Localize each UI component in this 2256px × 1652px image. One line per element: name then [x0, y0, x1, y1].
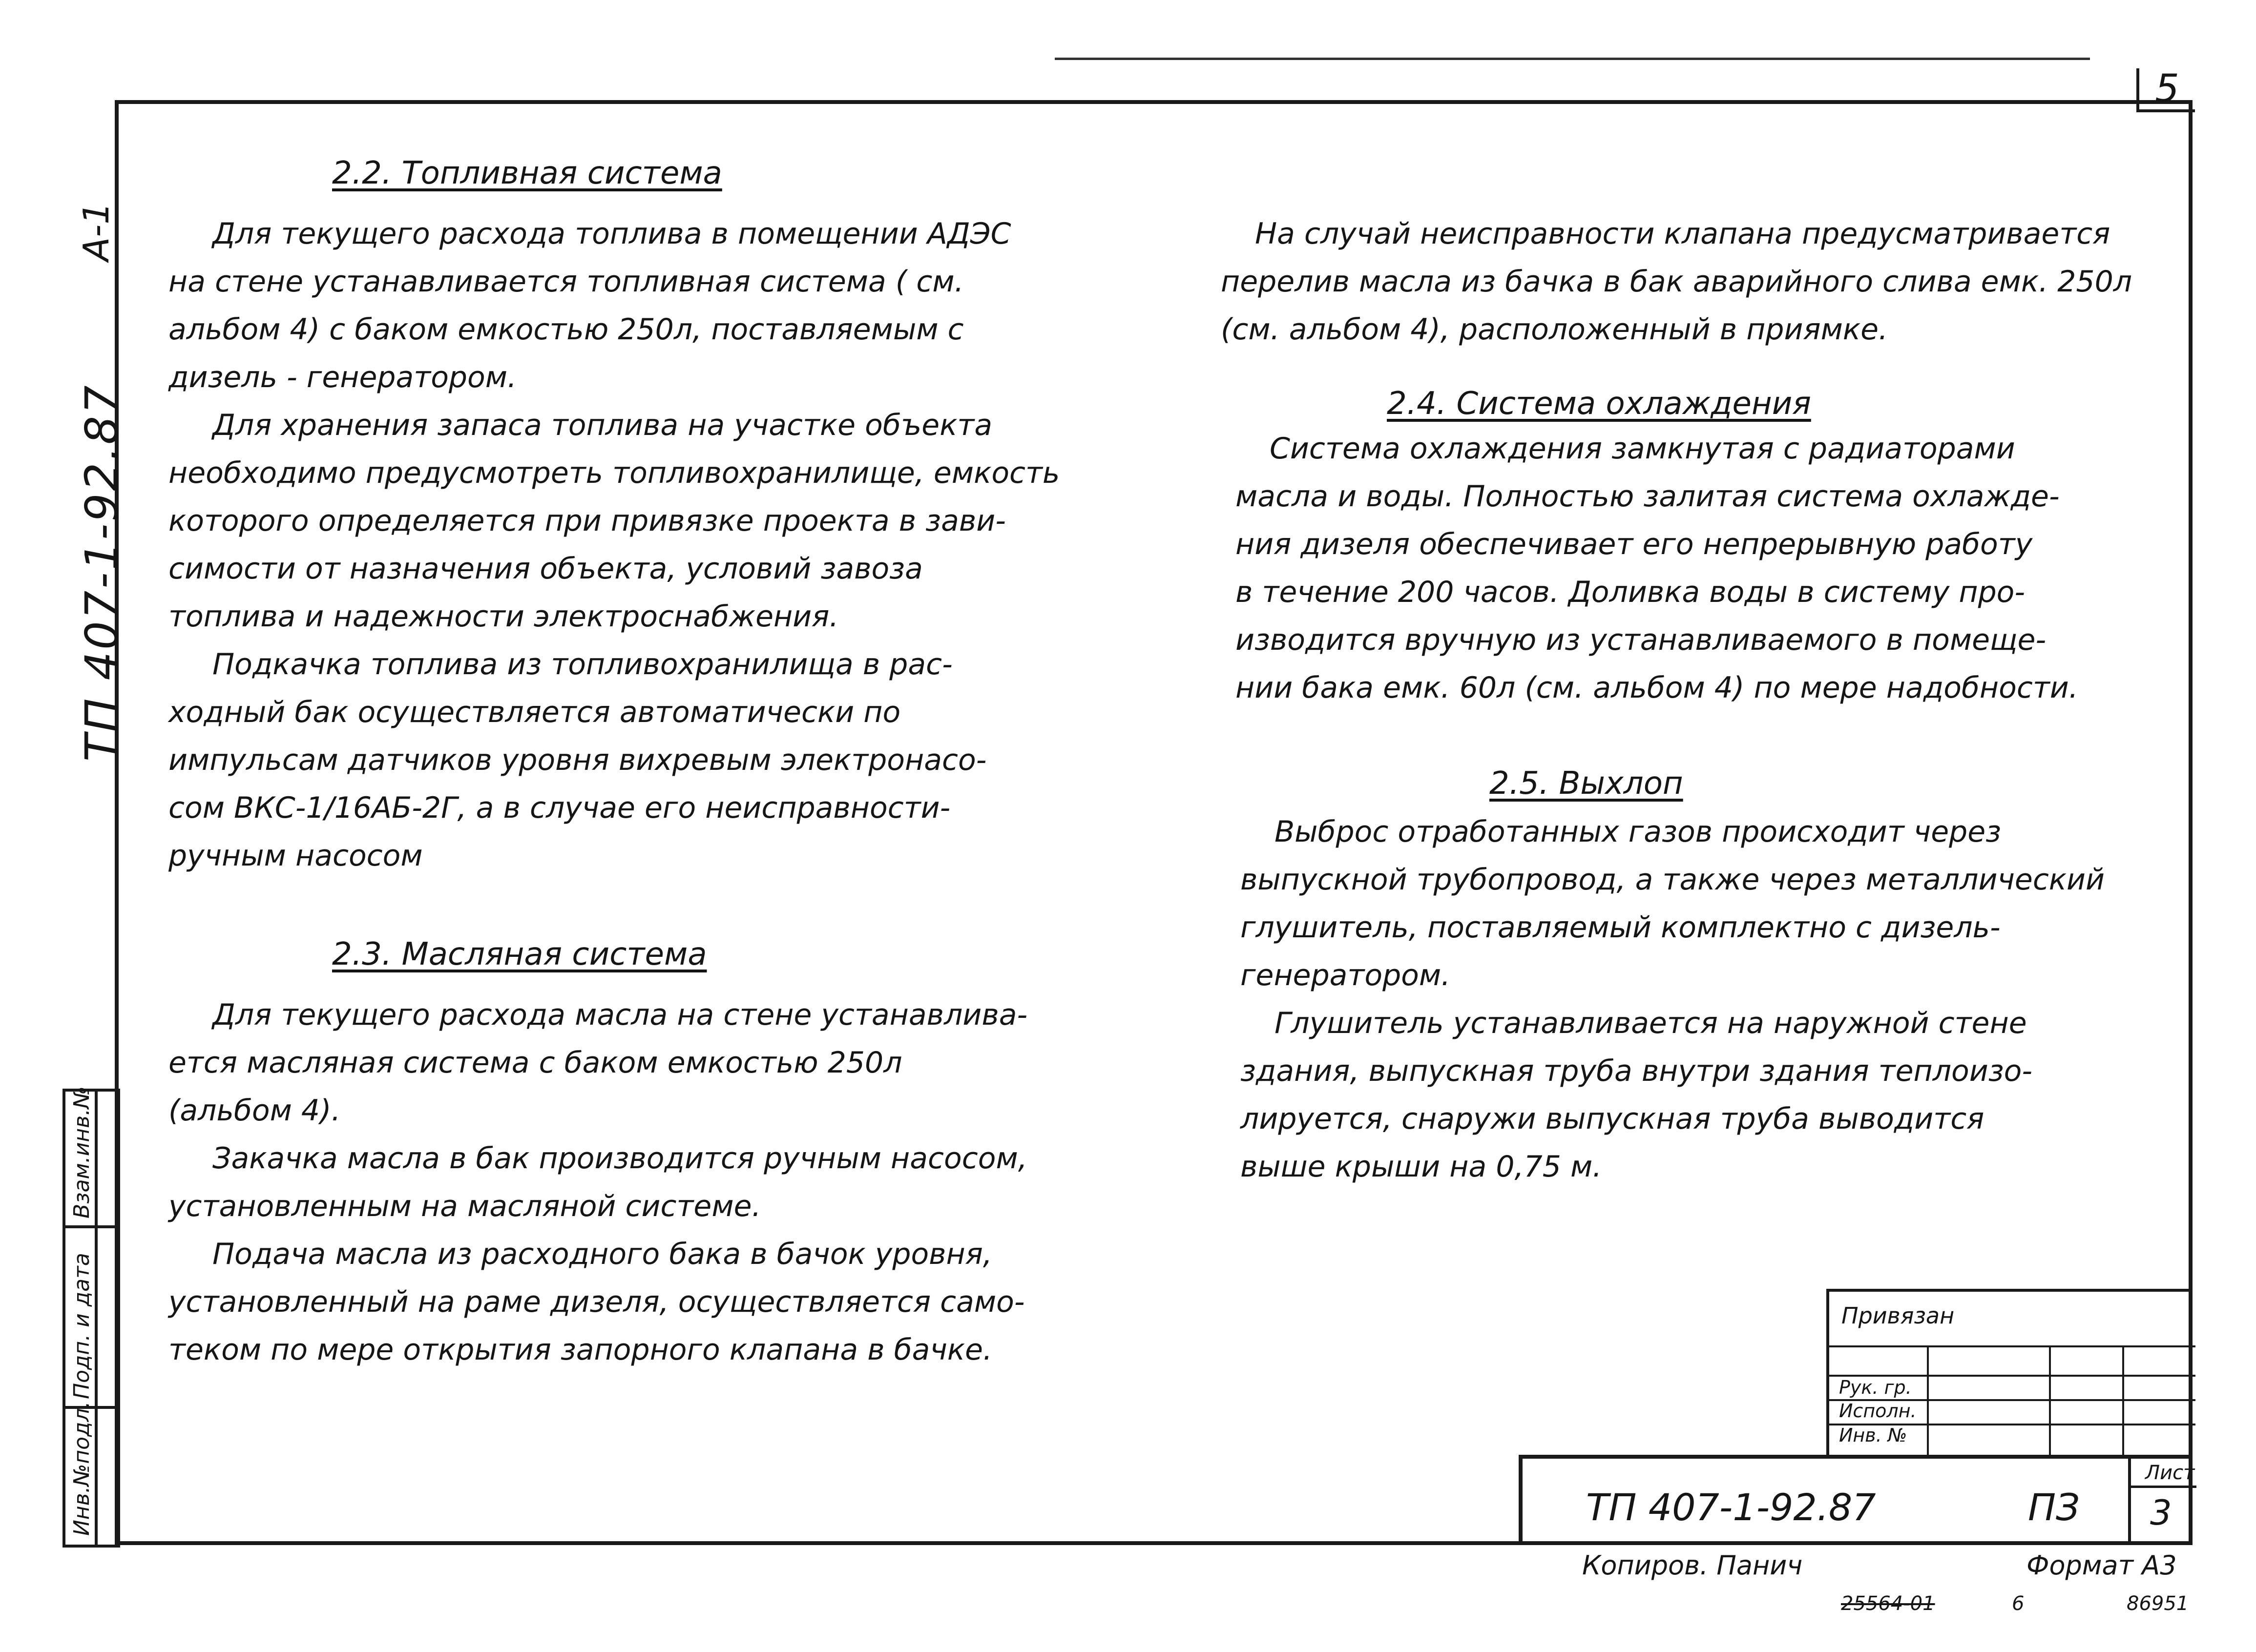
- stamp-label-replace: Взам.инв.№: [69, 1086, 94, 1218]
- text-line: Глушитель устанавливается на наружной стене: [1274, 1006, 2027, 1040]
- stamp-row-label: Исполн.: [1839, 1400, 1917, 1422]
- stamp-cell-sign: [65, 1228, 117, 1409]
- text-line: установленным на масляной системе.: [168, 1189, 761, 1223]
- stamp-divider: [1927, 1345, 1929, 1458]
- text-line: лируется, снаружи выпускная труба выводится: [1240, 1102, 1984, 1136]
- text-line: глушитель, поставляемый комплектно с дизель-: [1240, 910, 2001, 945]
- text-line: топлива и надежности электроснабжения.: [168, 599, 839, 634]
- top-rule: [1055, 58, 2090, 60]
- page-number: 5: [2136, 68, 2195, 112]
- text-line: здания, выпускная труба внутри здания теплоизо-: [1240, 1054, 2033, 1088]
- text-line: необходимо предусмотреть топливохранилище, емкость: [168, 456, 1060, 490]
- text-line: выше крыши на 0,75 м.: [1240, 1150, 1602, 1184]
- text-line: (см. альбом 4), расположенный в приямке.: [1221, 312, 1888, 347]
- text-line: ходный бак осуществляется автоматически по: [168, 695, 901, 729]
- heading-2-3: 2.3. Масляная система: [332, 936, 707, 972]
- stamp-privyazan: Привязан: [1841, 1302, 1955, 1329]
- text-line: масла и воды. Полностью залитая система охлажде-: [1235, 479, 2060, 514]
- stamp-label-sign: Подп. и дата: [69, 1253, 94, 1399]
- text-line: установленный на раме дизеля, осуществляется само-: [168, 1285, 1025, 1319]
- text-line: альбом 4) с баком емкостью 250л, поставляемым с: [168, 312, 964, 347]
- sheet-divider: [2128, 1459, 2131, 1545]
- text-line: теком по мере открытия запорного клапана в бачке.: [168, 1333, 993, 1367]
- text-line: ния дизеля обеспечивает его непрерывную работу: [1235, 527, 2033, 561]
- section-2-5-body: [1240, 808, 2105, 1191]
- text-line: Выброс отработанных газов происходит через: [1274, 815, 2002, 849]
- stamp-cell-replace: [65, 1086, 117, 1228]
- text-line: Для текущего расхода масла на стене устанавлива-: [212, 998, 1028, 1032]
- stamp-divider: [2049, 1345, 2051, 1458]
- stamp-divider: [2122, 1345, 2124, 1458]
- footer-order: 25564-01: [1841, 1592, 1935, 1615]
- margin-stamp: [63, 1086, 120, 1548]
- text-line: генератором.: [1240, 958, 1451, 992]
- text-line: Система охлаждения замкнутая с радиаторами: [1270, 432, 2015, 466]
- text-line: нии бака емк. 60л (см. альбом 4) по мере надобности.: [1235, 671, 2078, 705]
- footer-format: Формат А3: [2026, 1550, 2177, 1581]
- text-line: На случай неисправности клапана предусматривается: [1255, 217, 2110, 251]
- footer-copied: Копиров. Панич: [1582, 1550, 1803, 1581]
- doc-code: ТП 407-1-92.87: [1586, 1486, 1876, 1529]
- heading-2-4: 2.4. Система охлаждения: [1387, 386, 1811, 422]
- section-2-2-body: [168, 210, 1060, 880]
- text-line: ется масляная система с баком емкостью 250л: [168, 1046, 902, 1080]
- text-line: (альбом 4).: [168, 1094, 341, 1128]
- stamp-rule: [1829, 1345, 2195, 1347]
- sheet-divider: [2128, 1486, 2196, 1488]
- text-line: дизель - генератором.: [168, 360, 517, 394]
- text-line: Подача масла из расходного бака в бачок уровня,: [212, 1237, 992, 1271]
- stamp-label-inv: Инв.№подл.: [69, 1401, 94, 1536]
- text-line: Закачка масла в бак производится ручным насосом,: [212, 1141, 1027, 1176]
- text-line: перелив масла из бачка в бак аварийного слива емк. 250л: [1221, 265, 2132, 299]
- section-right-top-body: [1221, 210, 2132, 353]
- sheet-label: Лист: [2145, 1462, 2195, 1484]
- footer-order-suffix: 6: [2012, 1592, 2025, 1615]
- section-2-3-body: [168, 991, 1027, 1374]
- text-line: на стене устанавливается топливная система ( см.: [168, 265, 964, 299]
- text-line: изводится вручную из устанавливаемого в помеще-: [1235, 623, 2047, 657]
- text-line: Для хранения запаса топлива на участке объекта: [212, 408, 993, 442]
- sheet-code: ПЗ: [2028, 1486, 2080, 1529]
- text-line: импульсам датчиков уровня вихревым электронасо-: [168, 743, 987, 777]
- text-line: Подкачка топлива из топливохранилища в рас-: [212, 647, 953, 681]
- heading-2-2: 2.2. Топливная система: [332, 155, 722, 191]
- text-line: в течение 200 часов. Доливка воды в систему про-: [1235, 575, 2026, 609]
- heading-2-5: 2.5. Выхлоп: [1489, 765, 1683, 802]
- margin-album-label: А-1: [76, 202, 117, 261]
- footer-extra: 86951: [2127, 1592, 2189, 1615]
- binding-stamp: [1826, 1289, 2193, 1455]
- stamp-row-label: Рук. гр.: [1839, 1377, 1912, 1398]
- section-2-4-body: [1235, 425, 2078, 712]
- text-line: ручным насосом: [168, 839, 423, 873]
- stamp-cell-inv: [65, 1401, 117, 1545]
- main-title-block: [1519, 1455, 2193, 1545]
- text-line: которого определяется при привязке проекта в зави-: [168, 504, 1006, 538]
- text-line: выпускной трубопровод, а также через металлический: [1240, 863, 2105, 897]
- sheet-number: 3: [2150, 1493, 2172, 1533]
- margin-doc-code: ТП 407-1-92.87: [76, 383, 128, 762]
- text-line: сом ВКС-1/16АБ-2Г, а в случае его неисправности-: [168, 791, 951, 825]
- text-line: симости от назначения объекта, условий завоза: [168, 552, 923, 586]
- text-line: Для текущего расхода топлива в помещении АДЭС: [212, 217, 1011, 251]
- stamp-row-label: Инв. №: [1839, 1425, 1907, 1446]
